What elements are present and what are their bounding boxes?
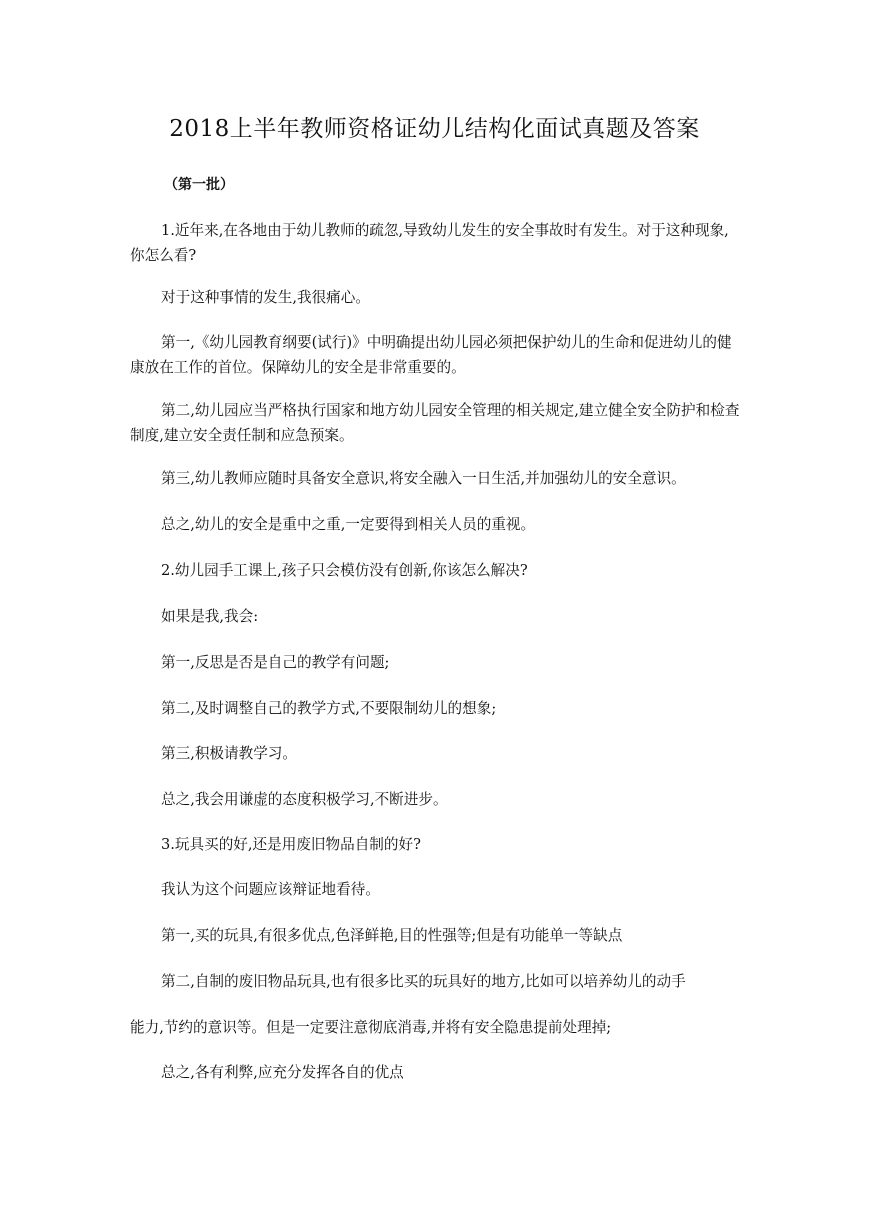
paragraph: 3.玩具买的好,还是用废旧物品自制的好? [161, 836, 421, 853]
paragraph: 总之,幼儿的安全是重中之重,一定要得到相关人员的重视。 [161, 516, 536, 533]
paragraph: 第三,幼儿教师应随时具备安全意识,将安全融入一日生活,并加强幼儿的安全意识。 [161, 470, 686, 487]
paragraph: 对于这种事情的发生,我很痛心。 [161, 289, 370, 306]
paragraph: 1.近年来,在各地由于幼儿教师的疏忽,导致幼儿发生的安全事故时有发生。对于这种现象,你怎么看? [130, 222, 729, 264]
paragraph: 第一,反思是否是自己的教学有问题; [161, 654, 390, 671]
paragraph: 第三,积极请教学习。 [161, 745, 297, 762]
paragraph: 2.幼儿园手工课上,孩子只会模仿没有创新,你该怎么解决? [161, 562, 528, 579]
paragraph-continuation: 能力,节约的意识等。但是一定要注意彻底消毒,并将有安全隐患提前处理掉; [130, 1019, 612, 1036]
document-title: 2018上半年教师资格证幼儿结构化面试真题及答案 [169, 116, 700, 142]
paragraph: 如果是我,我会: [161, 608, 259, 625]
paragraph: 总之,各有利弊,应充分发挥各自的优点 [161, 1064, 404, 1081]
paragraph: 第二,幼儿园应当严格执行国家和地方幼儿园安全管理的相关规定,建立健全安全防护和检查制度,建立安全责任制和应急预案。 [130, 402, 740, 444]
paragraph: 我认为这个问题应该辩证地看待。 [161, 881, 380, 898]
paragraph: 总之,我会用谦虚的态度积极学习,不断进步。 [161, 791, 448, 808]
paragraph: 第一,买的玩具,有很多优点,色泽鲜艳,目的性强等;但是有功能单一等缺点 [161, 927, 623, 944]
paragraph: 第二,及时调整自己的教学方式,不要限制幼儿的想象; [161, 700, 497, 717]
paragraph: 第一,《幼儿园教育纲要(试行)》中明确提出幼儿园必须把保护幼儿的生命和促进幼儿的健康放在工作的首位。保障幼儿的安全是非常重要的。 [130, 334, 732, 376]
paragraph: 第二,自制的废旧物品玩具,也有很多比买的玩具好的地方,比如可以培养幼儿的动手 [161, 973, 686, 990]
batch-label: （第一批） [164, 177, 234, 193]
